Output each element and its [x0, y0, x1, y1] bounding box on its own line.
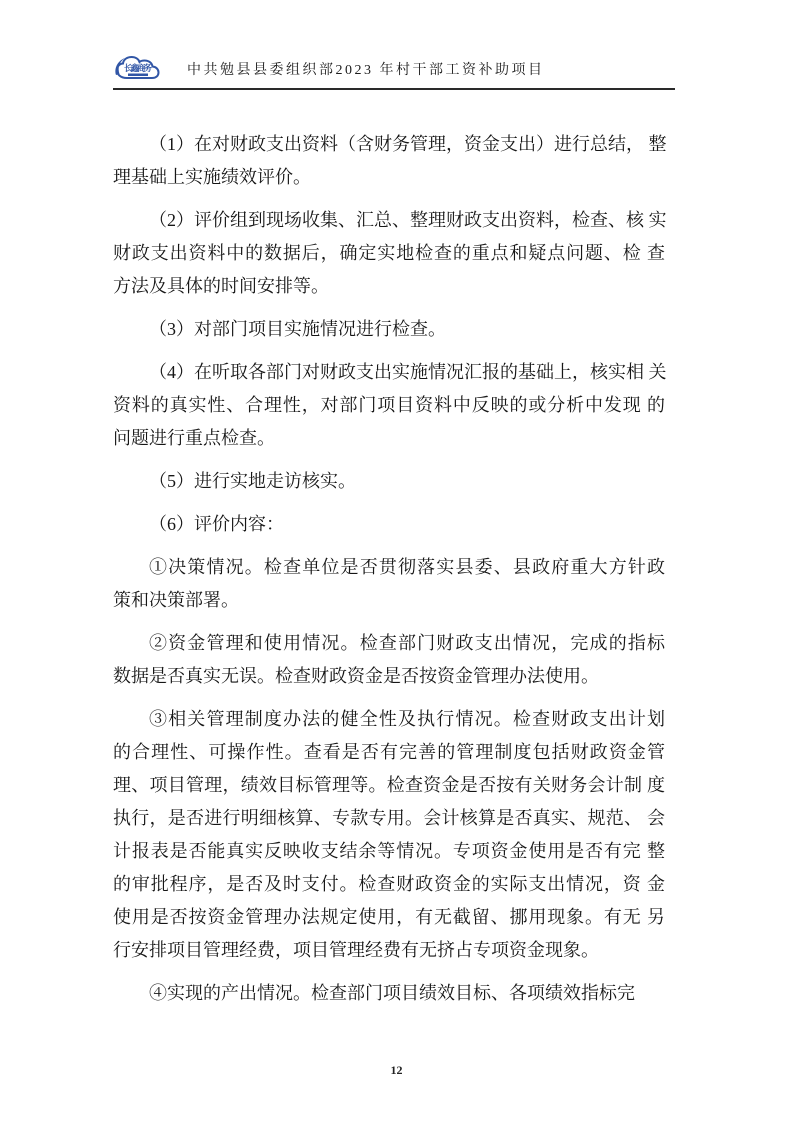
text-line: 理基础上实施绩效评价。: [113, 167, 311, 187]
header-divider: [113, 88, 675, 90]
text-line: 理、项目管理，绩效目标管理等。检查资金是否按有关财务会计制 度: [113, 775, 665, 795]
page-number: 12: [390, 1063, 403, 1077]
text-line: ④实现的产出情况。检查部门项目绩效目标、各项绩效指标完: [149, 983, 635, 1003]
paragraph: [113, 551, 665, 617]
text-line: （1）在对财政支出资料（含财务管理，资金支出）进行总结， 整: [149, 134, 667, 154]
text-line: ①决策情况。检查单位是否贯彻落实县委、县政府重大方针政: [149, 557, 665, 577]
paragraph: [113, 508, 665, 541]
text-line: 方法及具体的时间安排等。: [113, 276, 329, 296]
paragraph: [113, 703, 665, 967]
text-line: 数据是否真实无误。检查财政资金是否按资金管理办法使用。: [113, 666, 599, 686]
text-line: 财政支出资料中的数据后，确定实地检查的重点和疑点问题、检 查: [113, 243, 665, 263]
text-line: 问题进行重点检查。: [113, 428, 275, 448]
text-line: 执行，是否进行明细核算、专款专用。会计核算是否真实、规范、 会: [113, 808, 665, 828]
text-line: 资料的真实性、合理性，对部门项目资料中反映的或分析中发现 的: [113, 395, 665, 415]
text-line: （6）评价内容：: [149, 514, 284, 534]
brand-cloud-logo-icon: [113, 53, 173, 85]
text-line: 计报表是否能真实反映收支结余等情况。专项资金使用是否有完 整: [113, 841, 665, 861]
text-line: （4）在听取各部门对财政支出实施情况汇报的基础上，核实相 关: [149, 362, 667, 382]
paragraph: [113, 465, 665, 498]
document-body: [113, 128, 665, 1020]
paragraph: [113, 627, 665, 693]
brand-logo-text: 长鑫商务: [124, 63, 152, 73]
paragraph: [113, 204, 665, 303]
text-line: 使用是否按资金管理办法规定使用，有无截留、挪用现象。有无 另: [113, 907, 665, 927]
text-line: （3）对部门项目实施情况进行检查。: [149, 319, 446, 339]
text-line: （5）进行实地走访核实。: [149, 471, 356, 491]
text-line: 的合理性、可操作性。查看是否有完善的管理制度包括财政资金管: [113, 742, 665, 762]
paragraph: [113, 977, 665, 1010]
text-line: ③相关管理制度办法的健全性及执行情况。检查财政支出计划: [149, 709, 665, 729]
text-line: 策和决策部署。: [113, 590, 239, 610]
paragraph: [113, 128, 665, 194]
paragraph: [113, 356, 665, 455]
text-line: 的审批程序，是否及时支付。检查财政资金的实际支出情况，资 金: [113, 874, 665, 894]
page-header: [113, 52, 675, 90]
text-line: 行安排项目管理经费，项目管理经费有无挤占专项资金现象。: [113, 940, 599, 960]
text-line: （2）评价组到现场收集、汇总、整理财政支出资料，检查、核 实: [149, 210, 667, 230]
text-line: ②资金管理和使用情况。检查部门财政支出情况，完成的指标: [149, 633, 665, 653]
paragraph: [113, 313, 665, 346]
header-title: 中共勉县县委组织部2023 年村干部工资补助项目: [187, 63, 545, 78]
